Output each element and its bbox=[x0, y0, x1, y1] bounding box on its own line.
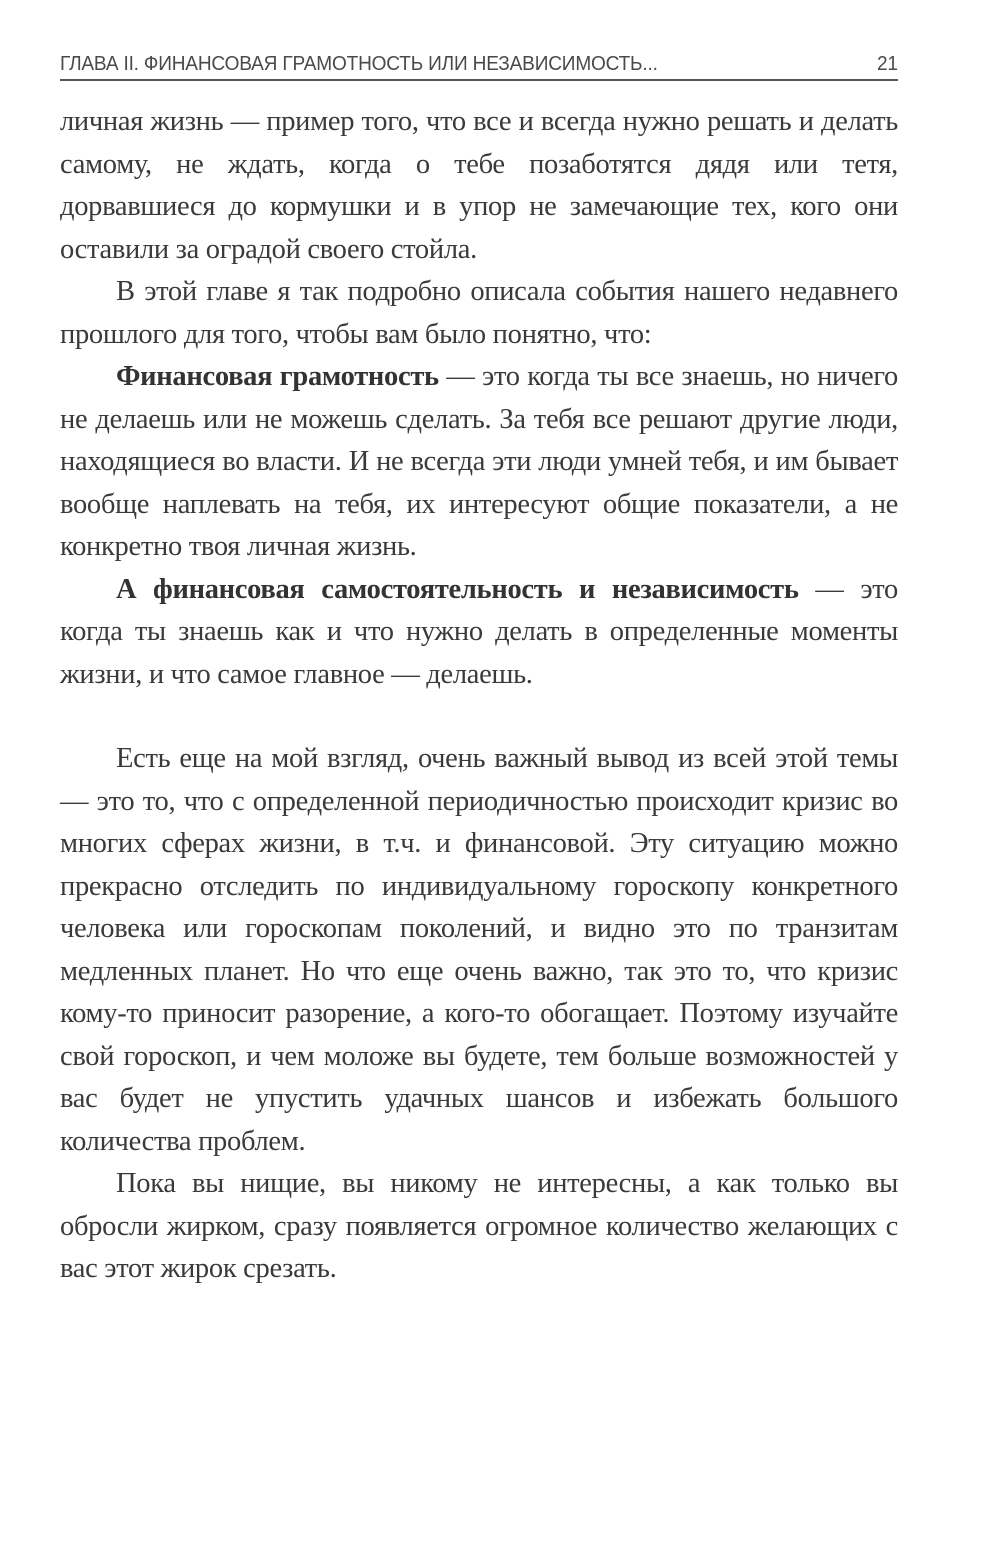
chapter-title: ГЛАВА II. ФИНАНСОВАЯ ГРАМОТНОСТЬ ИЛИ НЕЗАВИСИМОСТЬ... bbox=[60, 52, 658, 75]
paragraph: Есть еще на мой взгляд, очень важный вывод из всей этой темы — это то, что с определенной периодичностью происходит кризис во многих сферах жизни, в т.ч. и финансовой. Эту ситуацию можно прекрасно отследить по индивидуальному гороскопу конкретного человека или гороскопам поколений, и видно это по транзитам медленных планет. Но что еще очень важно, так это то, что кризис кому-то приносит разорение, а кого-то обогащает. Поэтому изучайте свой гороскоп, и чем моложе вы будете, тем больше возможностей у вас будет не упустить удачных шансов и избежать большого количества проблем. bbox=[60, 743, 898, 1157]
paragraph-definition-independence: А финансовая самостоятельность и независимость — это когда ты знаешь как и что нужно делать в определенные моменты жизни, и что самое главное — делаешь. bbox=[60, 573, 899, 690]
body-text bbox=[60, 101, 898, 1291]
page-number: 21 bbox=[876, 52, 898, 75]
paragraph-continuation: личная жизнь — пример того, что все и всегда нужно решать и делать самому, не ждать, когда о тебе позаботятся дядя или тетя, дорвавшиеся до кормушки и в упор не замечающие тех, кого они оставили за оградой своего стойла. bbox=[60, 106, 898, 265]
paragraph: В этой главе я так подробно описала события нашего недавнего прошлого для того, чтобы вам было понятно, что: bbox=[60, 276, 898, 350]
bold-term: А финансовая самостоятельность и независимость bbox=[116, 573, 799, 605]
paragraph: Пока вы нищие, вы никому не интересны, а как только вы обросли жирком, сразу появляется огромное количество желающих с вас этот жирок срезать. bbox=[60, 1168, 898, 1284]
paragraph-definition-literacy: Финансовая грамотность — это когда ты все знаешь, но ничего не делаешь или не можешь сделать. За тебя все решают другие люди, находящиеся во власти. И не всегда эти люди умней тебя, и им бывает вообще наплевать на тебя, их интересуют общие показатели, а не конкретно твоя личная жизнь. bbox=[60, 361, 898, 562]
section-gap bbox=[60, 696, 898, 738]
book-page bbox=[60, 52, 898, 1291]
bold-term: Финансовая грамотность bbox=[116, 361, 439, 392]
running-header bbox=[60, 52, 898, 81]
